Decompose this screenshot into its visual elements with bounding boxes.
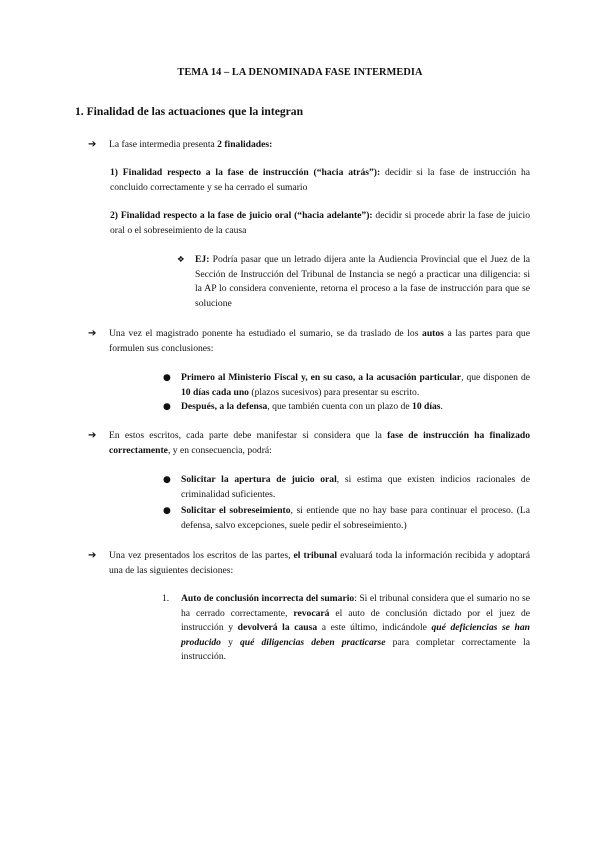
arrow-bullet-icon: ➔ <box>88 550 97 561</box>
paragraph: En estos escritos, cada parte debe manifestar si considera que la fase de instrucción ha finalizado correctamente, y en consecuencia, podrá: <box>109 430 530 456</box>
arrow-bullet-icon: ➔ <box>88 328 97 339</box>
finalidad-2: 2) Finalidad respecto a la fase de juicio oral (“hacia adelante”): decidir si procede abrir la fase de juicio oral o el sobreseimiento de la causa <box>110 210 530 236</box>
diamond-bullet-icon: ❖ <box>177 255 185 265</box>
section-heading: 1. Finalidad de las actuaciones que la integran <box>75 105 304 118</box>
paragraph: Una vez presentados los escritos de las partes, el tribunal evaluará toda la información recibida y adoptará una de las siguientes decisiones: <box>109 550 531 576</box>
finalidad-1: 1) Finalidad respecto a la fase de instrucción (“hacia atrás”): decidir si la fase de instrucción ha concluido correctamente y se ha cerrado el sumario <box>110 167 530 193</box>
list-item: ● Solicitar la apertura de juicio oral, si estima que existen indicios racionales de criminalidad suficientes. <box>163 474 530 500</box>
bullet-dot-icon: ● <box>163 373 171 383</box>
example-item <box>177 253 530 311</box>
list-item: ● Solicitar el sobreseimiento, si entiende que no hay base para continuar el proceso. (La defensa, salvo excepciones, suele pedir el sobreseimiento.) <box>163 505 531 531</box>
list-number: 1. <box>162 593 170 604</box>
bullet-dot-icon: ● <box>163 475 171 485</box>
page-title: TEMA 14 – LA DENOMINADA FASE INTERMEDIA <box>177 67 423 78</box>
bullet-dot-icon: ● <box>163 506 171 516</box>
arrow-item-traslado <box>88 327 530 356</box>
arrow-item-escritos <box>88 429 530 458</box>
paragraph: Una vez el magistrado ponente ha estudiado el sumario, se da traslado de los autos a las partes para que formulen sus conclusiones: <box>109 328 530 354</box>
numbered-item: 1. Auto de conclusión incorrecta del sumario: Si el tribunal considera que el sumario no se ha cerrado correctamente, revocará el auto de conclusión dictado por el juez de instrucción y devolverá la causa a este último, indicándole qué deficiencias se han producido y qué diligencias deben practicarse para completar correctamente la instrucción. <box>162 593 531 662</box>
bullet-dot-icon: ● <box>163 402 171 412</box>
list-item: ● Después, a la defensa, que también cuenta con un plazo de 10 días. <box>160 400 530 415</box>
arrow-item-finalidades <box>88 138 530 153</box>
arrow-bullet-icon: ➔ <box>88 430 97 441</box>
paragraph: La fase intermedia presenta 2 finalidades: <box>109 139 273 150</box>
example-text: EJ: Podría pasar que un letrado dijera ante la Audiencia Provincial que el Juez de la Sección de Instrucción del Tribunal de Instancia se negó a practicar una diligencia: si la AP lo considera conveniente, retorna el proceso a la fase de instrucción para que se solucione <box>195 254 530 309</box>
arrow-item-tribunal <box>88 549 530 578</box>
arrow-bullet-icon: ➔ <box>88 139 97 150</box>
list-item: ● Primero al Ministerio Fiscal y, en su caso, a la acusación particular, que disponen de 10 días cada uno (plazos sucesivos) para presentar su escrito. <box>163 372 530 398</box>
